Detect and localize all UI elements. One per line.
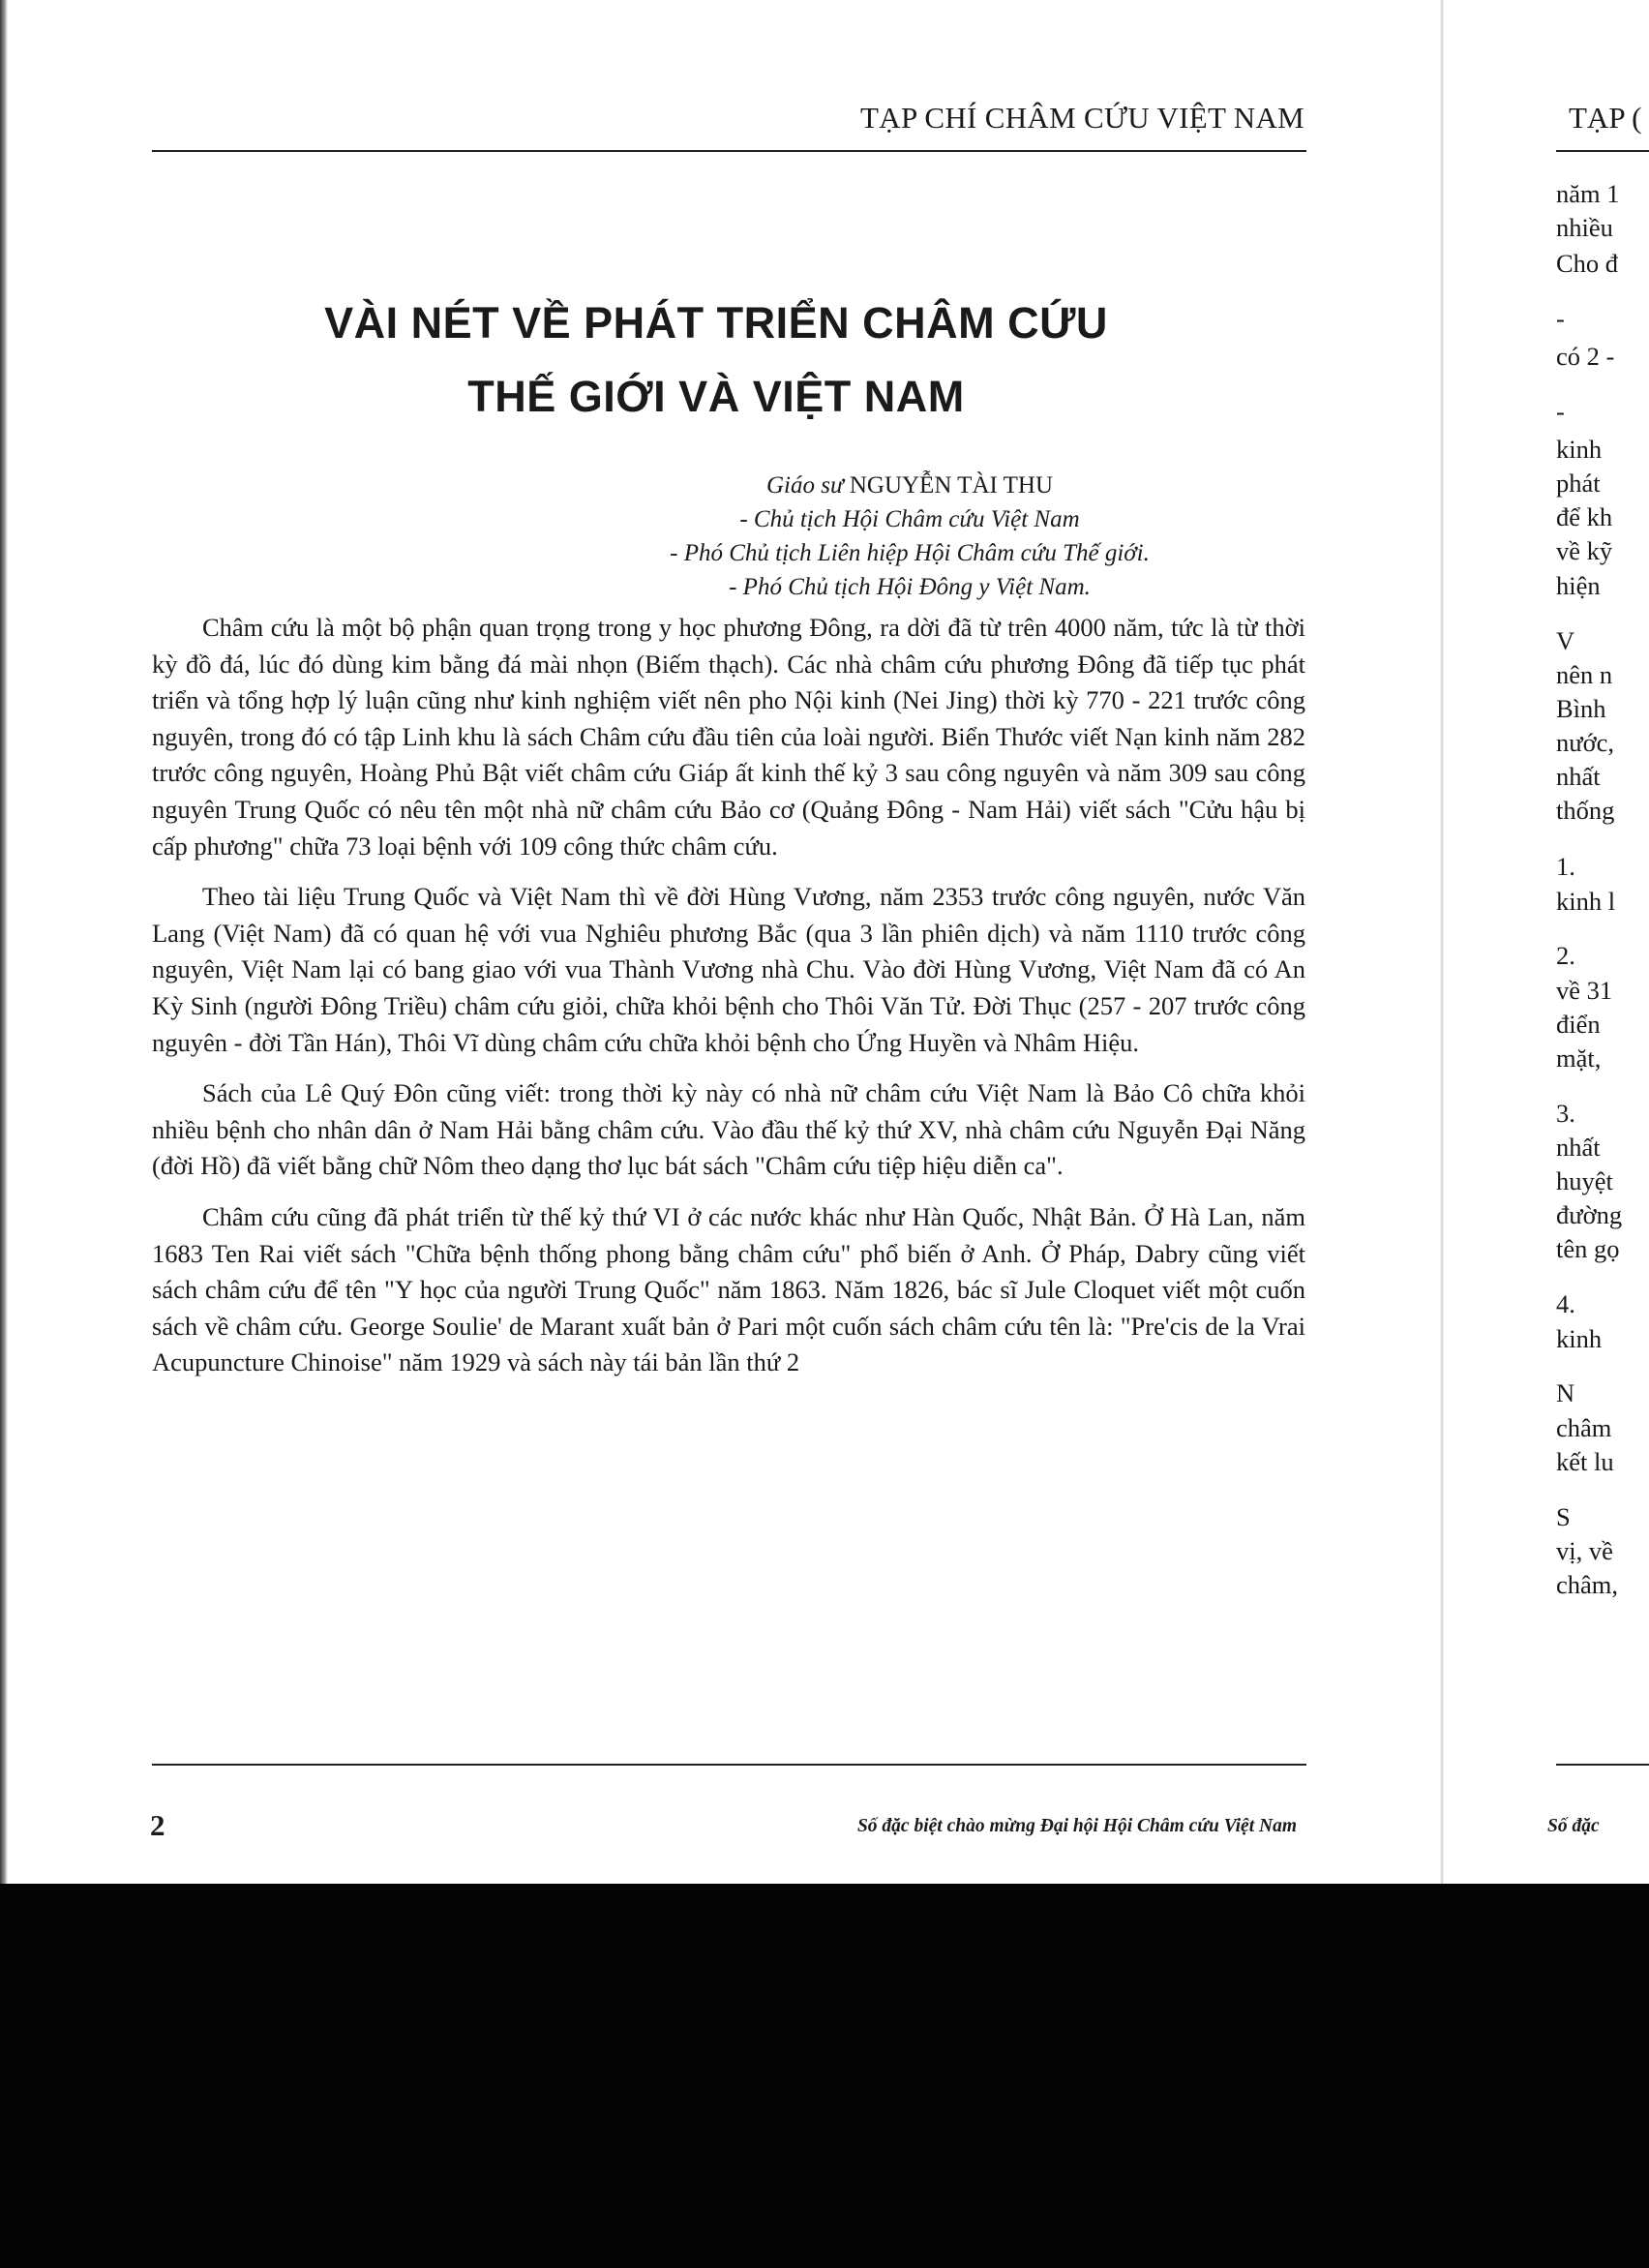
title-line-1: VÀI NÉT VỀ PHÁT TRIỂN CHÂM CỨU: [324, 298, 1108, 348]
right-page-line: 3.: [1556, 1099, 1575, 1128]
right-page-footer: Số đặc: [1547, 1816, 1600, 1836]
right-page-line: S: [1556, 1502, 1571, 1531]
right-page-line: Bình: [1556, 694, 1606, 723]
right-page-line: kinh: [1556, 435, 1603, 464]
author-role: - Phó Chủ tịch Hội Đông y Việt Nam.: [729, 574, 1091, 600]
right-page-line: nước,: [1556, 728, 1615, 757]
author-name: NGUYỄN TÀI THU: [849, 472, 1054, 499]
right-page-line: V: [1556, 626, 1575, 655]
right-page-line: -: [1556, 304, 1565, 333]
right-page-line: kinh: [1556, 1324, 1603, 1353]
author-role: - Chủ tịch Hội Châm cứu Việt Nam: [739, 506, 1080, 532]
right-page-line: có 2 -: [1556, 342, 1615, 371]
right-page-line: thống: [1556, 796, 1615, 825]
book-binding-shadow: [0, 0, 8, 1884]
footer-rule: [152, 1764, 1306, 1766]
right-page-line: huyệt: [1556, 1166, 1613, 1195]
right-page-line: phát: [1556, 469, 1601, 498]
author-title: Giáo sư: [765, 472, 844, 499]
paragraph: Châm cứu cũng đã phát triển từ thế kỷ thứ VI ở các nước khác như Hàn Quốc, Nhật Bản. Ở Hà Lan, năm 1683 Ten Rai viết sách "Chữa bệnh thống phong bằng châm cứu" phổ biến ở Anh. Ở Pháp, Dabry cũng viết sách châm cứu để tên "Y học của người Trung Quốc" năm 1863. Năm 1826, bác sĩ Jule Cloquet viết một cuốn sách về châm cứu. George Soulie' de Marant xuất bản ở Pari một cuốn sách châm cứu tên là: "Pre'cis de la Vrai Acupuncture Chinoise" năm 1929 và sách này tái bản lần thứ 2: [152, 1201, 1305, 1377]
right-page-line: vị, về: [1556, 1536, 1613, 1565]
right-page-line: kinh l: [1556, 887, 1616, 916]
header-rule: [152, 150, 1306, 152]
article-body: [152, 610, 1305, 1396]
author-role: - Phó Chủ tịch Liên hiệp Hội Châm cứu Thế giới.: [670, 540, 1150, 566]
right-page-line: về kỹ: [1556, 536, 1613, 565]
right-page-line: nhiều: [1556, 213, 1613, 242]
right-page-line: để kh: [1556, 502, 1613, 531]
right-running-head: TẠP (: [1569, 101, 1642, 135]
scan-background: [0, 1884, 1649, 2268]
right-footer-rule: [1556, 1764, 1649, 1766]
right-header-rule: [1556, 150, 1649, 152]
right-page-line: về 31: [1556, 976, 1613, 1005]
right-page-line: nhất: [1556, 1133, 1601, 1162]
page-number: 2: [150, 1808, 165, 1842]
article-title: [213, 287, 1219, 434]
right-page-line: nhất: [1556, 762, 1601, 791]
right-page-line: châm,: [1556, 1570, 1619, 1599]
right-page-line: năm 1: [1556, 179, 1620, 208]
right-page-line: châm: [1556, 1413, 1612, 1442]
page-footer: Số đặc biệt chào mừng Đại hội Hội Châm cứu Việt Nam: [856, 1816, 1297, 1836]
page-fold: [1440, 0, 1444, 1884]
paragraph: Sách của Lê Quý Đôn cũng viết: trong thời kỳ này có nhà nữ châm cứu Việt Nam là Bảo Cô chữa khỏi nhiều bệnh cho nhân dân ở Nam Hải bằng châm cứu. Vào đầu thế kỷ thứ XV, nhà châm cứu Nguyễn Đại Năng (đời Hồ) đã viết bằng chữ Nôm theo dạng thơ lục bát sách "Châm cứu tiệp hiệu diễn ca".: [152, 1078, 1305, 1181]
right-page-line: nên n: [1556, 660, 1613, 689]
author-block: [542, 469, 1277, 604]
running-head: TẠP CHÍ CHÂM CỨU VIỆT NAM: [860, 101, 1304, 135]
right-page-line: 1.: [1556, 852, 1575, 881]
right-page-text: [1556, 174, 1649, 1723]
right-page-line: hiện: [1556, 571, 1601, 600]
right-page-line: -: [1556, 397, 1565, 426]
right-page-line: N: [1556, 1378, 1575, 1407]
right-page-line: kết lu: [1556, 1447, 1614, 1476]
right-page-line: Cho đ: [1556, 249, 1619, 278]
right-page-line: mặt,: [1556, 1043, 1602, 1073]
right-page-line: 4.: [1556, 1289, 1575, 1318]
paragraph: Châm cứu là một bộ phận quan trọng trong y học phương Đông, ra dời đã từ trên 4000 năm, tức là từ thời kỳ đồ đá, lúc đó dùng kim bằng đá mài nhọn (Biếm thạch). Các nhà châm cứu phương Đông đã tiếp tục phát triển và tổng hợp lý luận cũng như kinh nghiệm viết nên pho Nội kinh (Nei Jing) thời kỳ 770 - 221 trước công nguyên, trong đó có tập Linh khu là sách Châm cứu đầu tiên của loài người. Biển Thước viết Nạn kinh năm 282 trước công nguyên, Hoàng Phủ Bật viết châm cứu Giáp ất kinh thế kỷ 3 sau công nguyên và năm 309 sau công nguyên Trung Quốc có nêu tên một nhà nữ châm cứu Bảo cơ (Quảng Đông - Nam Hải) viết sách "Cửu hậu bị cấp phương" chữa 73 loại bệnh với 109 công thức châm cứu.: [152, 613, 1305, 861]
author-line: [542, 469, 1277, 502]
right-page-line: đường: [1556, 1200, 1623, 1229]
right-page-line: tên gọ: [1556, 1234, 1620, 1263]
right-page-line: điển: [1556, 1010, 1601, 1039]
paragraph: Theo tài liệu Trung Quốc và Việt Nam thì về đời Hùng Vương, năm 2353 trước công nguyên, nước Văn Lang (Việt Nam) đã có quan hệ với vua Nghiêu phương Bắc (qua 3 lần phiên dịch) và năm 1110 trước công nguyên, Việt Nam lại có bang giao với vua Thành Vương nhà Chu. Vào đời Hùng Vương, Việt Nam đã có An Kỳ Sinh (người Đông Triều) châm cứu giỏi, chữa khỏi bệnh cho Thôi Văn Tử. Đời Thục (257 - 207 trước công nguyên - đời Tần Hán), Thôi Vĩ dùng châm cứu chữa khỏi bệnh cho Ứng Huyền và Nhâm Hiệu.: [152, 882, 1305, 1057]
title-line-2: THẾ GIỚI VÀ VIỆT NAM: [467, 372, 965, 421]
right-page-line: 2.: [1556, 941, 1575, 970]
